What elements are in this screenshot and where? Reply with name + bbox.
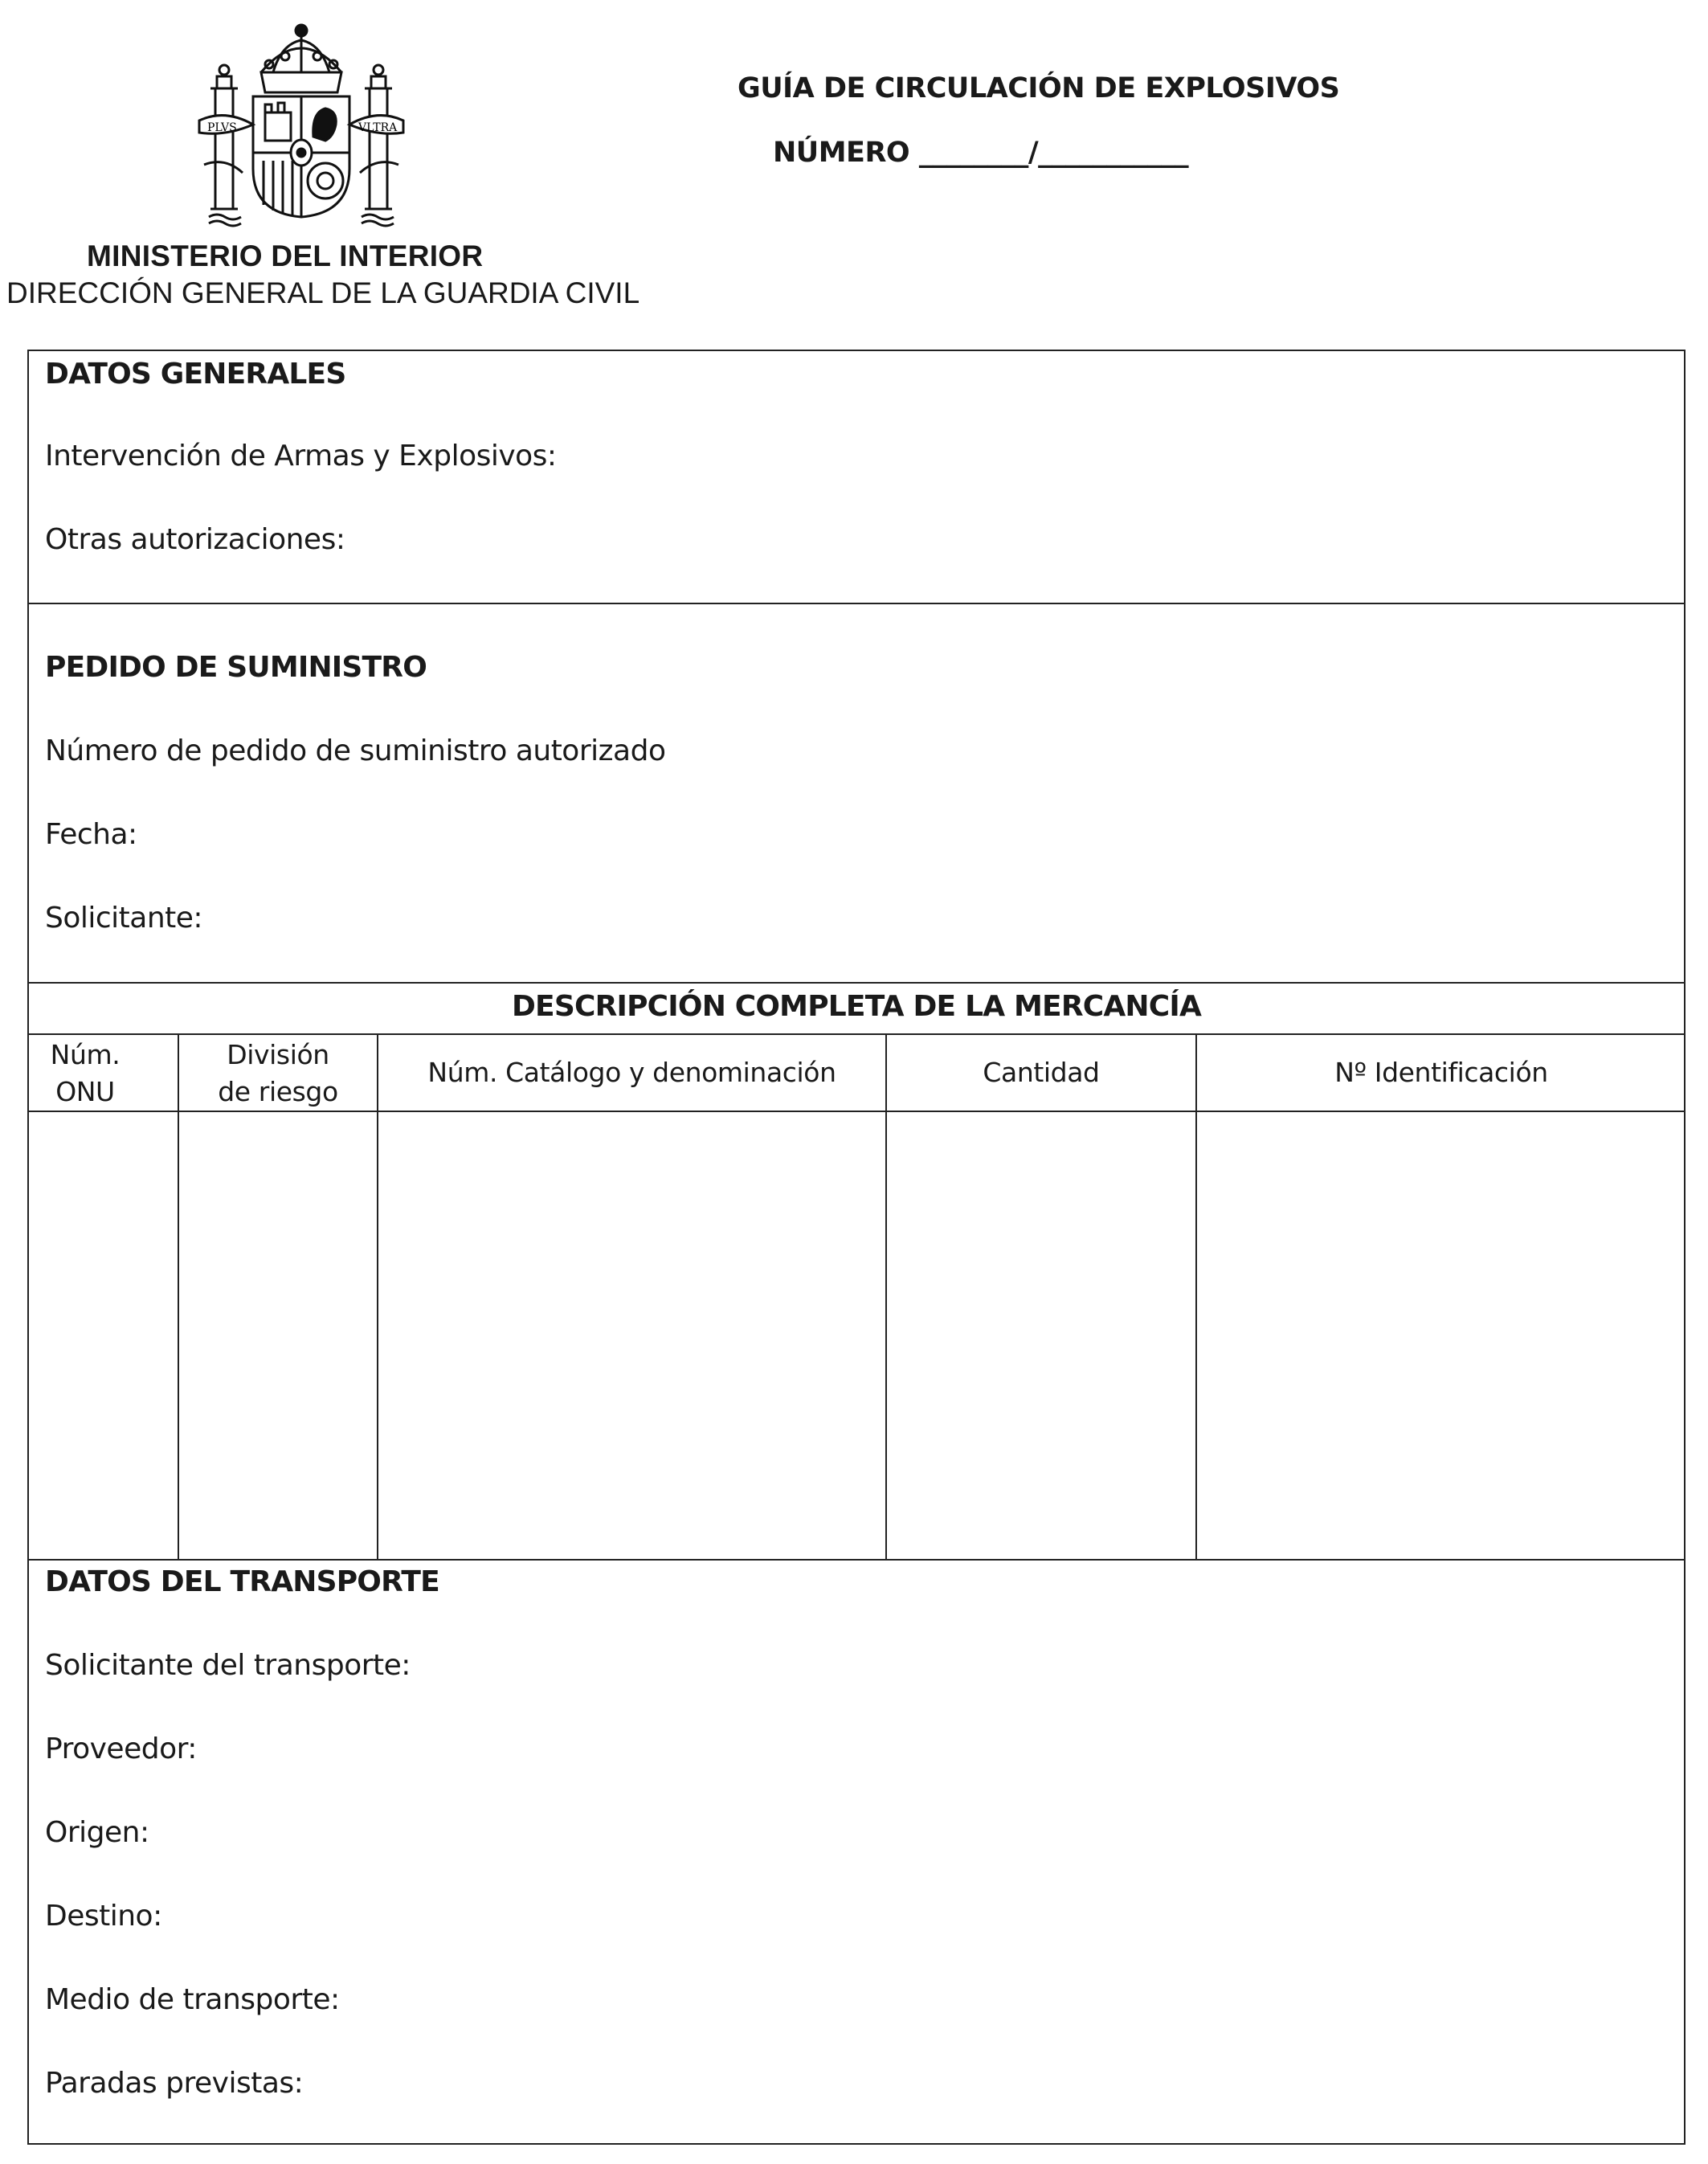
section-heading: DATOS GENERALES xyxy=(45,358,346,391)
column-divider xyxy=(178,1112,179,1559)
field-medio-transporte[interactable]: Medio de transporte: xyxy=(45,1983,340,2016)
column-divider xyxy=(1195,1112,1197,1559)
field-solicitante-transporte[interactable]: Solicitante del transporte: xyxy=(45,1649,411,1682)
section-heading: DESCRIPCIÓN COMPLETA DE LA MERCANCÍA xyxy=(511,990,1202,1023)
field-origen[interactable]: Origen: xyxy=(45,1816,149,1849)
field-numero-pedido[interactable]: Número de pedido de suministro autorizado xyxy=(45,734,666,767)
document-title: GUÍA DE CIRCULACIÓN DE EXPLOSIVOS xyxy=(738,72,1340,104)
svg-text:PLVS: PLVS xyxy=(207,121,237,134)
column-divider xyxy=(885,1112,887,1559)
mercancia-heading-row xyxy=(29,984,1684,1035)
column-header-num-onu: Núm. ONU xyxy=(50,1039,121,1107)
column-header-division-riesgo: División de riesgo xyxy=(218,1039,338,1107)
datos-generales-section xyxy=(29,351,1684,604)
section-heading: PEDIDO DE SUMINISTRO xyxy=(45,651,427,684)
field-otras-autorizaciones[interactable]: Otras autorizaciones: xyxy=(45,523,345,556)
column-header-identificacion: Nº Identificación xyxy=(1334,1057,1548,1088)
field-paradas-previstas[interactable]: Paradas previstas: xyxy=(45,2067,304,2100)
datos-transporte-section xyxy=(29,1561,1684,2145)
document-number-field[interactable]: NÚMERO ________/___________ xyxy=(773,137,1189,169)
directorate-name: DIRECCIÓN GENERAL DE LA GUARDIA CIVIL xyxy=(6,276,640,309)
ministry-name: MINISTERIO DEL INTERIOR xyxy=(87,239,484,272)
field-fecha[interactable]: Fecha: xyxy=(45,818,137,851)
column-header-cantidad: Cantidad xyxy=(983,1057,1100,1088)
field-proveedor[interactable]: Proveedor: xyxy=(45,1732,197,1765)
field-solicitante[interactable]: Solicitante: xyxy=(45,902,203,935)
svg-text:VLTRA: VLTRA xyxy=(358,121,398,134)
column-divider xyxy=(377,1112,378,1559)
coat-of-arms-icon xyxy=(193,16,410,229)
field-intervencion[interactable]: Intervención de Armas y Explosivos: xyxy=(45,440,557,472)
mercancia-header-row xyxy=(29,1035,1684,1112)
mercancia-table-body[interactable] xyxy=(29,1112,1684,1561)
column-header-catalogo: Núm. Catálogo y denominación xyxy=(427,1057,836,1088)
field-destino[interactable]: Destino: xyxy=(45,1900,162,1933)
section-heading: DATOS DEL TRANSPORTE xyxy=(45,1565,439,1598)
pedido-suministro-section xyxy=(29,604,1684,984)
guide-form xyxy=(27,350,1686,2145)
